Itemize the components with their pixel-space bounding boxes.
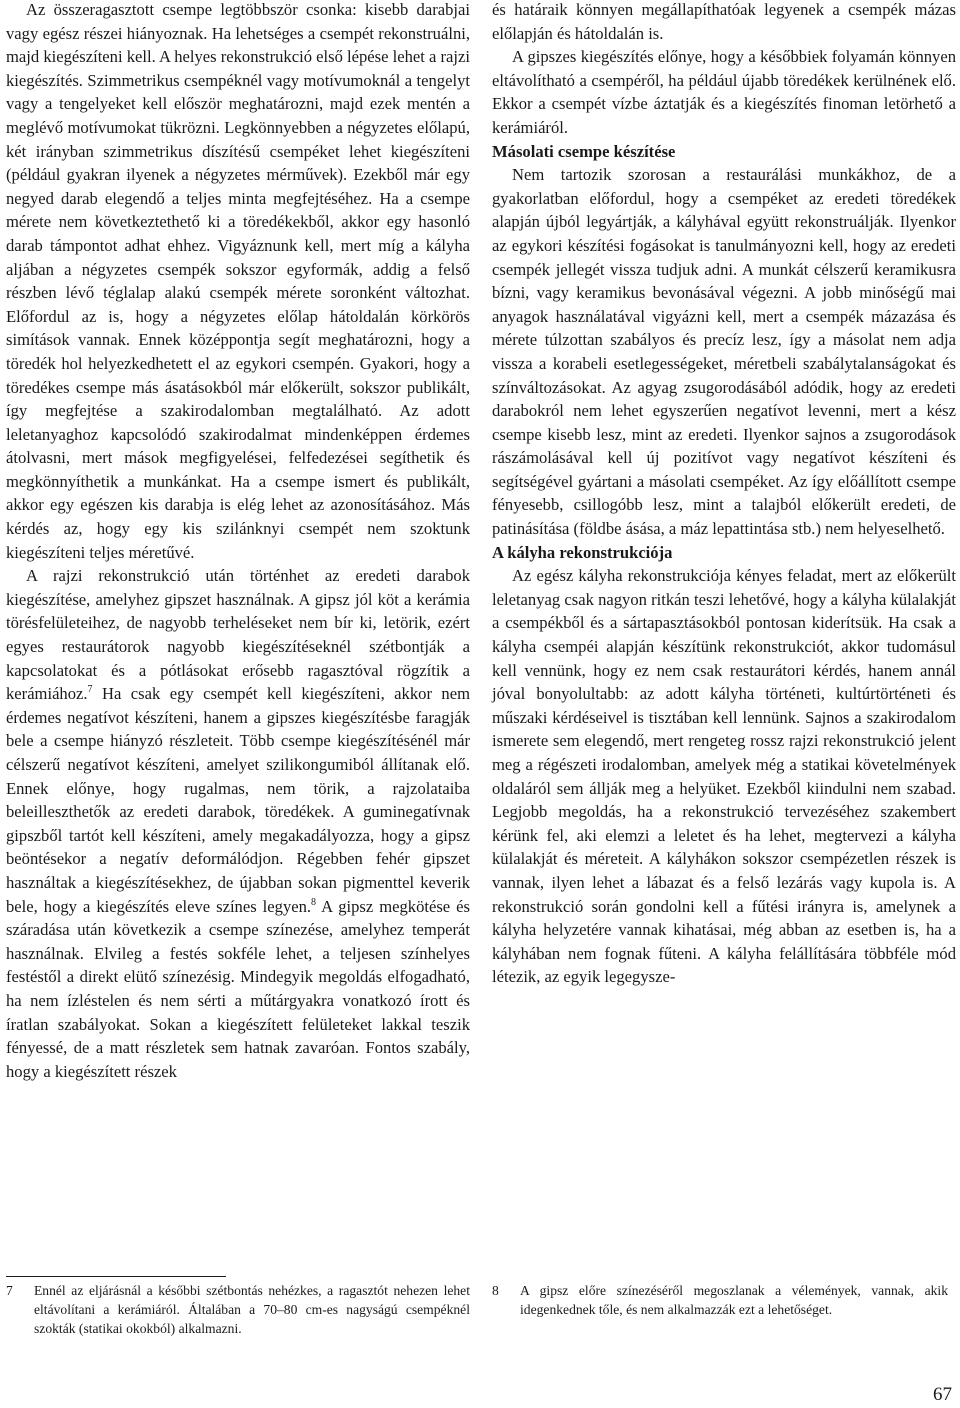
footnote-number: 8: [492, 1283, 499, 1298]
footnote-number: 7: [6, 1283, 13, 1298]
footnote-ref-8[interactable]: 8: [311, 896, 317, 908]
paragraph-stove-reconstruction: Az egész kályha rekonstrukciója kényes feladat, mert az előkerült leletanyag csak nagyon ritkán teszi lehetővé, hogy a kályha külalakját a csempékből és a sártapasztásokból pontosan kiderítsük. Ha csak a kályha csempéi alapján készítünk rekonstrukciót, akkor tudomásul kell vennünk, hogy ez nem csak restaurátori kérdés, hanem annál jóval bonyolultabb: az adott kályha történeti, kultúrtörténeti és műszaki kérdéseivel is tisztában kell lennünk. Sajnos a szakirodalom ismerete sem elegendő, mert rengeteg rossz rajzi rekonstrukció jelent meg a régészeti irodalomban, amelyek még a statikai követelmények oldaláról sem állják meg a helyüket. Ezekből kiindulni nem szabad. Legjobb megoldás, ha a rekonstrukció tervezéséhez szakembert kérünk fel, aki elemzi a leletet és ha lehet, megtervezi a kályha külalakját és méreteit. A kályhákon sokszor csempézetlen részek is vannak, ilyen lehet a lábazat és a felső lezárás vagy kupola is. A rekonstrukció során gondolni kell a fűtési irányra is, amelynek a kályha helyzetére vannak kihatásai, még abban az esetben is, ha a kályhában nem fognak fűteni. A kályha felállítására többféle mód létezik, az egyik legegysze-: [492, 566, 956, 987]
footnote-7: [6, 1281, 470, 1338]
footnote-text: Ennél az eljárásnál a későbbi szétbontás nehézkes, a ragasztót nehezen lehet eltávolítani a kerámiáról. Általában a 70–80 cm-es nagyságú csempéknél szokták (statikai okokból) alkalmazni.: [34, 1283, 470, 1336]
paragraph-text: A rajzi rekonstrukció után történhet az eredeti darabok kiegészítése, amelyhez gipszet használnak. A gipsz jól köt a kerámia törésfelületeihez, de nagyobb terheléseket nem bír ki, letörik, ezért egyes restaurátorok nagyobb kiegészítéseknél szétbontják a kapcsolatokat és a pótlásokat erősebb ragasztóval rögzítik a kerámiához.: [6, 566, 470, 704]
paragraph-reconstruction-drawing: Az összeragasztott csempe legtöbbször csonka: kisebb darabjai vagy egész részei hiányoznak. Ha lehetséges a csempét rekonstruálni, majd kiegészíteni kell. A helyes rekonstrukció első lépése lehet a rajzi kiegészítés. Szimmetrikus csempéknél vagy motívumoknál a tengelyt vagy a tengelyeket kell először meghatározni, majd ezek mentén a meglévő motívumokat tükrözni. Legkönnyebben a négyzetes előlapú, két irányban szimmetrikus díszítésű csempéket lehet kiegészíteni (például gyakran ilyenek a négyzetes mérművek). Ezekből már egy negyed darab elegendő a teljes minta megfejtéséhez. Ha a csempe mérete nem következtethető ki a töredékekből, akkor egy hasonló darab támpontot adhat ehhez. Vigyáznunk kell, mert míg a kályha aljában a négyzetes csempék sokszor egyformák, addig a felső részben lévő téglalap alakú csempék mérete soronként változhat. Előfordul az is, hogy a négyzetes előlap hátoldalán körkörös simítások vannak. Ennek középpontja segít meghatározni, hogy a töredék hol helyezkedhetett el az egykori csempén. Gyakori, hogy a töredékes csempe más ásatásokból már előkerült, sokszor publikált, így megfejtése a szakirodalomban megtalálható. Az adott leletanyaghoz kapcsolódó szakirodalmat mindenképpen érdemes átolvasni, mert mások megfigyelései, felfedezései segíthetik és megkönnyíthetik a munkánkat. Ha a csempe ismert és publikált, akkor egy egészen kis darabja is elég lehet az azonosításához. Más kérdés az, hogy egy kis szilánknyi csempét nem szoktunk kiegészíteni teljes méretűvé.: [6, 0, 471, 562]
paragraph-continuation: és határaik könnyen megállapíthatóak legyenek a csempék mázas előlapján és hátoldalán is.: [492, 0, 956, 43]
right-column: [492, 0, 956, 989]
footnote-8: [492, 1281, 948, 1319]
page-number: 67: [933, 1384, 952, 1405]
left-column: [6, 0, 470, 1083]
footnote-ref-7[interactable]: 7: [87, 684, 93, 696]
paragraph-text: Ha csak egy csempét kell kiegészíteni, akkor nem érdemes negatívot készíteni, hanem a gipszes kiegészítésbe faragják bele a csempe hiányzó részleteit. Több csempe kiegészítésénél már célszerű negatívot készíteni, amelyet szilikongumiból állítanak elő. Ennek előnye, hogy rugalmas, nem törik, a rajzolataiba beleilleszthetők az eredeti darabok, töredékek. A guminegatívnak gipszből tartót kell készíteni, amely megakadályozza, hogy a gipsz beöntésekor a negatív deformálódjon. Régebben fehér gipszet használtak a kiegészítésekhez, de újabban sokan pigmenttel keverik bele, hogy a kiegészítés eleve színes legyen.: [6, 684, 470, 916]
footnote-text: A gipsz előre színezéséről megoszlanak a vélemények, vannak, akik idegenkednek tőle, és nem alkalmazzák ezt a lehetőséget.: [520, 1283, 948, 1317]
section-heading-copy-tile: Másolati csempe készítése: [492, 141, 676, 161]
paragraph-text: A gipsz megkötése és száradása után következik a csempe színezése, amelyhez temperát használnak. Elvileg a festés sokféle lehet, a teljesen színhelyes festéstől a direkt elütő színezésig. Mindegyik megoldás elfogadható, ha nem ízléstelen és nem sérti a műtárgyakra vonatkozó írott és íratlan szabályokat. Sokan a kiegészített felületeket lakkal teszik fényessé, de a matt részletek sem hatnak zavaróan. Fontos szabály, hogy a kiegészített részek: [6, 896, 470, 1081]
footnote-divider: [6, 1276, 226, 1277]
paragraph-plaster-completion: [6, 564, 470, 1083]
paragraph-copy-tile: Nem tartozik szorosan a restaurálási munkákhoz, de a gyakorlatban előfordul, hogy a csempéket az eredeti töredékek alapján újból legyártják, a kályhával együtt rekonstruálják. Ilyenkor az egykori készítési fogásokat is tanulmányozni kell, hogy az eredeti csempék jellegét vissza tudjuk adni. A munkát célszerű keramikusra bízni, vagy keramikus bevonásával végezni. A jobb minőségű mai anyagok használatával vigyázni kell, mert a csempék mázazása és mérete túlzottan szabályos és precíz lesz, így a másolat nem adja vissza a korabeli esetlegességeket, méretbeli szabálytalanságokat és színváltozásokat. Az agyag zsugorodásából adódik, hogy az eredeti darabokról nem lehet egyszerűen negatívot levenni, mert a kész csempe kisebb lesz, mint az eredeti. Ilyenkor sajnos a zsugorodások rászámolásával kell új pozitívot vagy negatívot készíteni és segítségével gyártani a másolati csempéket. Az így előállított csempe fényesebb, csillogóbb lesz, mint a talajból előkerült eredeti, de patinásítása (földbe ásása, a máz lepattintása stb.) nem helyeselhető.: [492, 165, 956, 539]
section-heading-stove-reconstruction: A kályha rekonstrukciója: [492, 542, 673, 562]
paragraph-plaster-advantage: A gipszes kiegészítés előnye, hogy a későbbiek folyamán könnyen eltávolítható a csempéről, ha például újabb töredékek kerülnének elő. Ekkor a csempét vízbe áztatják és a kiegészítés finoman letörhető a kerámiáról.: [492, 47, 956, 137]
